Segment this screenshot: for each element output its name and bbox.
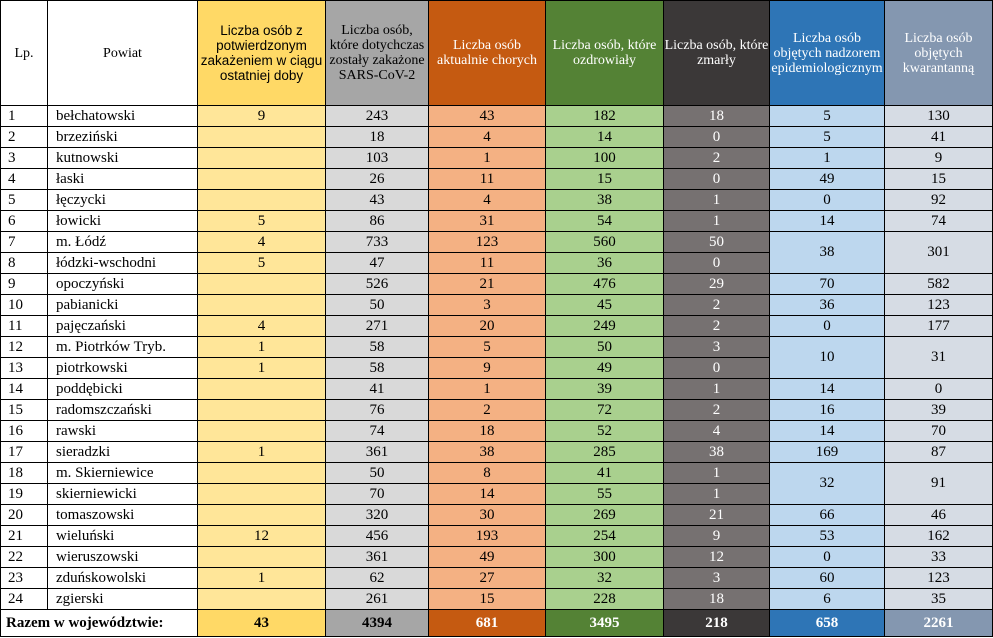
cell-new-cases: [198, 505, 326, 526]
cell-quarantine: 582: [885, 274, 993, 295]
cell-supervision: 70: [770, 274, 885, 295]
cell-total-infected: 733: [326, 232, 429, 253]
table-row: [1, 127, 993, 148]
row-lp: 21: [1, 526, 48, 547]
cell-currently-ill: 8: [429, 463, 546, 484]
cell-quarantine: 91: [885, 463, 993, 505]
totals-label: Razem w województwie:: [1, 610, 198, 637]
row-lp: 4: [1, 169, 48, 190]
cell-recovered: 72: [546, 400, 664, 421]
cell-deaths: 38: [664, 442, 770, 463]
row-lp: 15: [1, 400, 48, 421]
cell-currently-ill: 20: [429, 316, 546, 337]
row-lp: 11: [1, 316, 48, 337]
header-new-cases: Liczba osób z potwierdzonym zakażeniem w ciągu ostatniej doby: [198, 1, 326, 106]
table-row: [1, 190, 993, 211]
row-lp: 24: [1, 589, 48, 610]
total-supervision: 658: [770, 610, 885, 637]
cell-recovered: 52: [546, 421, 664, 442]
cell-recovered: 300: [546, 547, 664, 568]
cell-currently-ill: 1: [429, 148, 546, 169]
cell-quarantine: 35: [885, 589, 993, 610]
row-lp: 3: [1, 148, 48, 169]
cell-deaths: 1: [664, 190, 770, 211]
cell-new-cases: 1: [198, 442, 326, 463]
table-row: [1, 526, 993, 547]
cell-quarantine: 92: [885, 190, 993, 211]
row-powiat: poddębicki: [48, 379, 198, 400]
cell-new-cases: [198, 484, 326, 505]
cell-deaths: 0: [664, 169, 770, 190]
cell-deaths: 29: [664, 274, 770, 295]
cell-currently-ill: 1: [429, 379, 546, 400]
row-powiat: łaski: [48, 169, 198, 190]
cell-new-cases: 12: [198, 526, 326, 547]
cell-deaths: 1: [664, 211, 770, 232]
cell-total-infected: 18: [326, 127, 429, 148]
cell-new-cases: 1: [198, 568, 326, 589]
header-deaths: Liczba osób, które zmarły: [664, 1, 770, 106]
header-supervision: Liczba osób objętych nadzorem epidemiologicznym: [770, 1, 885, 106]
cell-recovered: 14: [546, 127, 664, 148]
cell-deaths: 1: [664, 484, 770, 505]
row-powiat: wieruszowski: [48, 547, 198, 568]
cell-total-infected: 361: [326, 547, 429, 568]
cell-total-infected: 70: [326, 484, 429, 505]
row-powiat: sieradzki: [48, 442, 198, 463]
row-powiat: łódzki-wschodni: [48, 253, 198, 274]
row-lp: 18: [1, 463, 48, 484]
table-row: [1, 463, 993, 484]
table-row: [1, 505, 993, 526]
cell-new-cases: 1: [198, 358, 326, 379]
cell-new-cases: [198, 379, 326, 400]
cell-currently-ill: 21: [429, 274, 546, 295]
row-powiat: m. Łódź: [48, 232, 198, 253]
cell-quarantine: 0: [885, 379, 993, 400]
row-powiat: skierniewicki: [48, 484, 198, 505]
cell-deaths: 9: [664, 526, 770, 547]
total-quarantine: 2261: [885, 610, 993, 637]
cell-supervision: 32: [770, 463, 885, 505]
header-recovered: Liczba osób, które ozdrowiały: [546, 1, 664, 106]
row-lp: 12: [1, 337, 48, 358]
cell-supervision: 169: [770, 442, 885, 463]
cell-new-cases: [198, 190, 326, 211]
row-lp: 7: [1, 232, 48, 253]
cell-quarantine: 70: [885, 421, 993, 442]
cell-supervision: 0: [770, 547, 885, 568]
cell-currently-ill: 123: [429, 232, 546, 253]
cell-new-cases: [198, 169, 326, 190]
table-row: [1, 316, 993, 337]
cell-deaths: 50: [664, 232, 770, 253]
table-row: [1, 421, 993, 442]
row-lp: 8: [1, 253, 48, 274]
row-powiat: rawski: [48, 421, 198, 442]
cell-total-infected: 74: [326, 421, 429, 442]
cell-total-infected: 103: [326, 148, 429, 169]
total-new-cases: 43: [198, 610, 326, 637]
cell-supervision: 60: [770, 568, 885, 589]
cell-currently-ill: 49: [429, 547, 546, 568]
cell-total-infected: 361: [326, 442, 429, 463]
cell-recovered: 249: [546, 316, 664, 337]
cell-new-cases: 5: [198, 253, 326, 274]
cell-new-cases: 4: [198, 232, 326, 253]
cell-quarantine: 123: [885, 295, 993, 316]
header-row: [1, 1, 993, 106]
row-powiat: pajęczański: [48, 316, 198, 337]
header-total-infected: Liczba osób, które dotychczas zostały zakażone SARS-CoV-2: [326, 1, 429, 106]
cell-quarantine: 41: [885, 127, 993, 148]
cell-currently-ill: 31: [429, 211, 546, 232]
cell-supervision: 5: [770, 127, 885, 148]
cell-recovered: 36: [546, 253, 664, 274]
row-powiat: opoczyński: [48, 274, 198, 295]
row-lp: 1: [1, 106, 48, 127]
cell-new-cases: 5: [198, 211, 326, 232]
cell-new-cases: [198, 295, 326, 316]
row-powiat: piotrkowski: [48, 358, 198, 379]
cell-currently-ill: 11: [429, 253, 546, 274]
cell-currently-ill: 14: [429, 484, 546, 505]
row-powiat: m. Piotrków Tryb.: [48, 337, 198, 358]
table-row: [1, 148, 993, 169]
table-row: [1, 442, 993, 463]
cell-recovered: 41: [546, 463, 664, 484]
row-lp: 9: [1, 274, 48, 295]
cell-quarantine: 9: [885, 148, 993, 169]
cell-currently-ill: 4: [429, 127, 546, 148]
cell-new-cases: [198, 463, 326, 484]
cell-total-infected: 43: [326, 190, 429, 211]
row-lp: 2: [1, 127, 48, 148]
cell-currently-ill: 9: [429, 358, 546, 379]
cell-total-infected: 26: [326, 169, 429, 190]
table-row: [1, 337, 993, 358]
row-lp: 10: [1, 295, 48, 316]
row-lp: 5: [1, 190, 48, 211]
cell-total-infected: 58: [326, 337, 429, 358]
row-lp: 22: [1, 547, 48, 568]
cell-currently-ill: 15: [429, 589, 546, 610]
cell-new-cases: 9: [198, 106, 326, 127]
cell-recovered: 54: [546, 211, 664, 232]
table-row: [1, 379, 993, 400]
cell-recovered: 49: [546, 358, 664, 379]
row-powiat: bełchatowski: [48, 106, 198, 127]
cell-new-cases: [198, 274, 326, 295]
cell-new-cases: 1: [198, 337, 326, 358]
cell-quarantine: 301: [885, 232, 993, 274]
cell-new-cases: [198, 148, 326, 169]
cell-supervision: 1: [770, 148, 885, 169]
cell-total-infected: 50: [326, 295, 429, 316]
cell-currently-ill: 4: [429, 190, 546, 211]
cell-currently-ill: 30: [429, 505, 546, 526]
cell-recovered: 45: [546, 295, 664, 316]
cell-supervision: 66: [770, 505, 885, 526]
row-lp: 23: [1, 568, 48, 589]
cell-supervision: 0: [770, 190, 885, 211]
cell-recovered: 269: [546, 505, 664, 526]
cell-currently-ill: 11: [429, 169, 546, 190]
cell-currently-ill: 38: [429, 442, 546, 463]
cell-recovered: 228: [546, 589, 664, 610]
header-currently-ill: Liczba osób aktualnie chorych: [429, 1, 546, 106]
cell-total-infected: 86: [326, 211, 429, 232]
cell-new-cases: [198, 400, 326, 421]
row-lp: 6: [1, 211, 48, 232]
cell-recovered: 55: [546, 484, 664, 505]
row-powiat: radomszczański: [48, 400, 198, 421]
cell-supervision: 49: [770, 169, 885, 190]
row-lp: 13: [1, 358, 48, 379]
row-lp: 14: [1, 379, 48, 400]
row-lp: 19: [1, 484, 48, 505]
table-row: [1, 274, 993, 295]
row-powiat: brzeziński: [48, 127, 198, 148]
row-powiat: łęczycki: [48, 190, 198, 211]
cell-deaths: 12: [664, 547, 770, 568]
row-powiat: łowicki: [48, 211, 198, 232]
table-row: [1, 232, 993, 253]
cell-recovered: 39: [546, 379, 664, 400]
cell-supervision: 14: [770, 211, 885, 232]
table-row: [1, 400, 993, 421]
table-row: [1, 295, 993, 316]
cell-supervision: 53: [770, 526, 885, 547]
cell-quarantine: 15: [885, 169, 993, 190]
cell-recovered: 182: [546, 106, 664, 127]
cell-recovered: 285: [546, 442, 664, 463]
cell-supervision: 36: [770, 295, 885, 316]
row-powiat: wieluński: [48, 526, 198, 547]
cell-currently-ill: 5: [429, 337, 546, 358]
cell-deaths: 18: [664, 106, 770, 127]
cell-total-infected: 320: [326, 505, 429, 526]
cell-recovered: 476: [546, 274, 664, 295]
cell-deaths: 0: [664, 358, 770, 379]
cell-recovered: 50: [546, 337, 664, 358]
cell-currently-ill: 27: [429, 568, 546, 589]
row-powiat: zgierski: [48, 589, 198, 610]
cell-quarantine: 130: [885, 106, 993, 127]
cell-new-cases: [198, 589, 326, 610]
cell-currently-ill: 18: [429, 421, 546, 442]
cell-supervision: 6: [770, 589, 885, 610]
cell-total-infected: 456: [326, 526, 429, 547]
header-quarantine: Liczba osób objętych kwarantanną: [885, 1, 993, 106]
cell-quarantine: 87: [885, 442, 993, 463]
cell-deaths: 0: [664, 253, 770, 274]
cell-deaths: 21: [664, 505, 770, 526]
header-powiat: Powiat: [48, 1, 198, 106]
cell-recovered: 15: [546, 169, 664, 190]
cell-currently-ill: 2: [429, 400, 546, 421]
cell-new-cases: [198, 421, 326, 442]
cell-total-infected: 526: [326, 274, 429, 295]
cell-recovered: 100: [546, 148, 664, 169]
cell-recovered: 32: [546, 568, 664, 589]
row-powiat: zduńskowolski: [48, 568, 198, 589]
total-recovered: 3495: [546, 610, 664, 637]
cell-quarantine: 46: [885, 505, 993, 526]
cell-total-infected: 62: [326, 568, 429, 589]
row-powiat: kutnowski: [48, 148, 198, 169]
total-infected: 4394: [326, 610, 429, 637]
cell-recovered: 254: [546, 526, 664, 547]
cell-supervision: 38: [770, 232, 885, 274]
row-powiat: pabianicki: [48, 295, 198, 316]
cell-total-infected: 271: [326, 316, 429, 337]
totals-row: [1, 610, 993, 637]
cell-new-cases: [198, 127, 326, 148]
table-row: [1, 568, 993, 589]
cell-deaths: 4: [664, 421, 770, 442]
table-row: [1, 106, 993, 127]
row-powiat: tomaszowski: [48, 505, 198, 526]
cell-supervision: 14: [770, 421, 885, 442]
cell-deaths: 2: [664, 400, 770, 421]
cell-recovered: 38: [546, 190, 664, 211]
cell-currently-ill: 3: [429, 295, 546, 316]
cell-total-infected: 47: [326, 253, 429, 274]
cell-supervision: 0: [770, 316, 885, 337]
cell-recovered: 560: [546, 232, 664, 253]
cell-deaths: 0: [664, 127, 770, 148]
cell-deaths: 3: [664, 337, 770, 358]
cell-currently-ill: 43: [429, 106, 546, 127]
cell-deaths: 2: [664, 148, 770, 169]
cell-currently-ill: 193: [429, 526, 546, 547]
cell-total-infected: 243: [326, 106, 429, 127]
cell-quarantine: 33: [885, 547, 993, 568]
table-body: [1, 106, 993, 610]
cell-total-infected: 76: [326, 400, 429, 421]
cell-deaths: 2: [664, 295, 770, 316]
cell-total-infected: 50: [326, 463, 429, 484]
row-lp: 17: [1, 442, 48, 463]
cell-deaths: 2: [664, 316, 770, 337]
cell-supervision: 16: [770, 400, 885, 421]
cell-supervision: 10: [770, 337, 885, 379]
cell-new-cases: [198, 547, 326, 568]
table-row: [1, 547, 993, 568]
row-lp: 16: [1, 421, 48, 442]
cell-total-infected: 41: [326, 379, 429, 400]
cell-total-infected: 58: [326, 358, 429, 379]
table-row: [1, 211, 993, 232]
cell-deaths: 3: [664, 568, 770, 589]
cell-deaths: 1: [664, 379, 770, 400]
row-lp: 20: [1, 505, 48, 526]
cell-supervision: 14: [770, 379, 885, 400]
cell-supervision: 5: [770, 106, 885, 127]
cell-quarantine: 162: [885, 526, 993, 547]
table-row: [1, 169, 993, 190]
cell-quarantine: 74: [885, 211, 993, 232]
cell-quarantine: 123: [885, 568, 993, 589]
header-lp: Lp.: [1, 1, 48, 106]
cell-deaths: 18: [664, 589, 770, 610]
cell-quarantine: 39: [885, 400, 993, 421]
cell-quarantine: 31: [885, 337, 993, 379]
table-row: [1, 589, 993, 610]
row-powiat: m. Skierniewice: [48, 463, 198, 484]
cell-quarantine: 177: [885, 316, 993, 337]
cell-total-infected: 261: [326, 589, 429, 610]
total-deaths: 218: [664, 610, 770, 637]
total-currently-ill: 681: [429, 610, 546, 637]
cell-deaths: 1: [664, 463, 770, 484]
cell-new-cases: 4: [198, 316, 326, 337]
